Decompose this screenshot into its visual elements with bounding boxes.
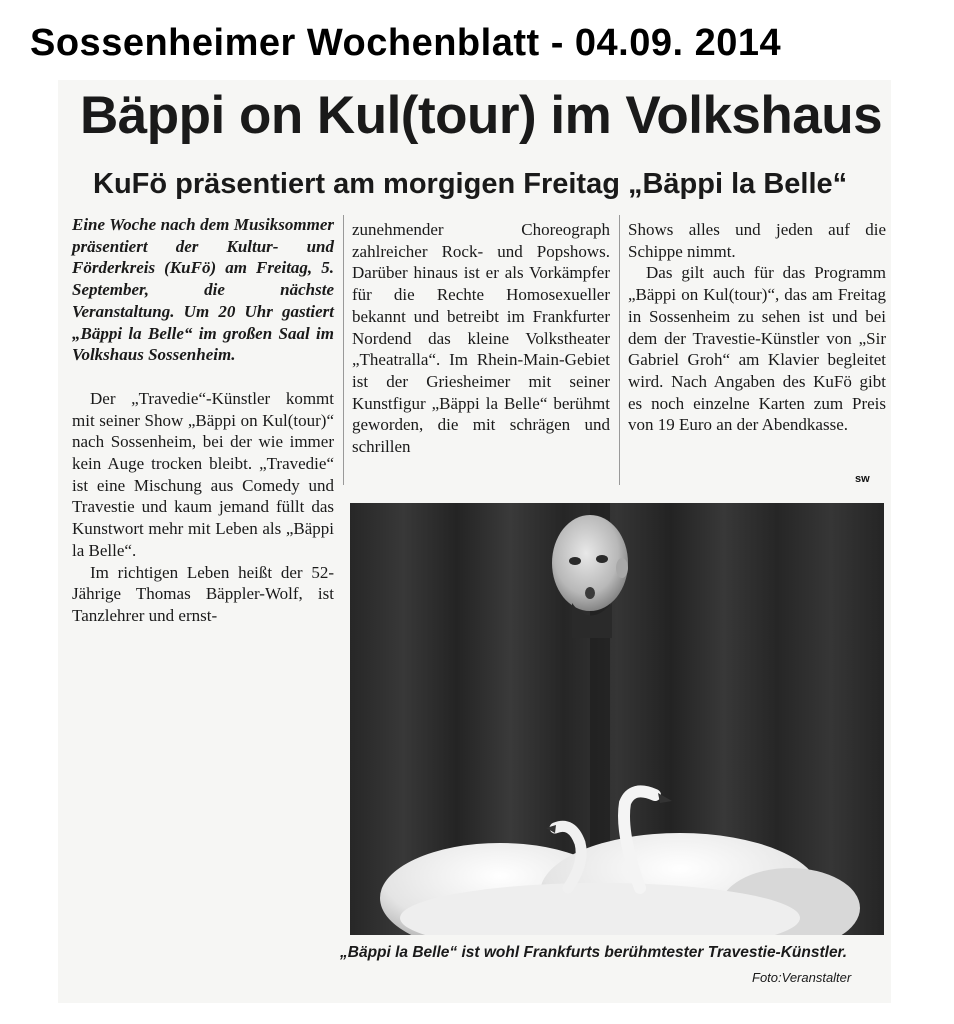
article-paragraph: Im richtigen Leben heißt der 52-Jährige Thomas Bäppler-Wolf, ist Tanzlehrer und ernst- [72,562,334,625]
article-headline: Bäppi on Kul(tour) im Volkshaus [80,86,883,145]
article-lead: Eine Woche nach dem Musiksommer präsentiert der Kultur- und Förderkreis (KuFö) am Freitag, 5. September, die nächste Veranstaltung. Um 20 Uhr gastiert „Bäppi la Belle“ im großen Saal im Volkshaus Sossenheim. [72,215,334,365]
column-divider [343,215,344,485]
article-paragraph: Der „Travedie“-Künstler kommt mit seiner Show „Bäppi on Kul(tour)“ nach Sossenheim, bei der wie immer kein Auge trocken bleibt. „Travedie“ ist eine Mischung aus Comedy und Travestie und kaum jemand füllt das Kunstwort mehr mit Leben als „Bäppi la Belle“. [72,388,334,560]
article-subheadline: KuFö präsentiert am morgigen Freitag „Bäppi la Belle“ [93,168,848,200]
performer-with-swans-image [350,503,884,935]
article-column-1 [72,214,334,627]
article-column-2 [352,219,610,458]
photo-credit: Foto:Veranstalter [752,970,852,985]
article-paragraph: zunehmender Choreograph zahlreicher Rock- und Popshows. Darüber hinaus ist er als Vorkämpfer für die Rechte Homosexueller bekannt und betreibt im Frankfurter Nordend das kleine Volkstheater „Theatralla“. Im Rhein-Main-Gebiet ist der Griesheimer mit seiner Kunstfigur „Bäppi la Belle“ berühmt geworden, die mit schrägen und schrillen [352,220,610,457]
author-initials: sw [855,473,870,485]
publication-line: Sossenheimer Wochenblatt - 04.09. 2014 [30,22,782,64]
article-column-3 [628,219,886,436]
article-paragraph: Das gilt auch für das Programm „Bäppi on Kul(tour)“, das am Freitag in Sossenheim zu sehen ist und bei dem der Travestie-Künstler von „Sir Gabriel Groh“ am Klavier begleitet wird. Nach Angaben des KuFö gibt es noch einzelne Karten zum Preis von 19 Euro an der Abendkasse. [628,263,886,435]
article-photo [350,503,884,935]
article-paragraph: Shows alles und jeden auf die Schippe nimmt. [628,220,886,261]
column-divider [619,215,620,485]
photo-caption: „Bäppi la Belle“ ist wohl Frankfurts berühmtester Travestie-Künstler. [340,944,848,961]
